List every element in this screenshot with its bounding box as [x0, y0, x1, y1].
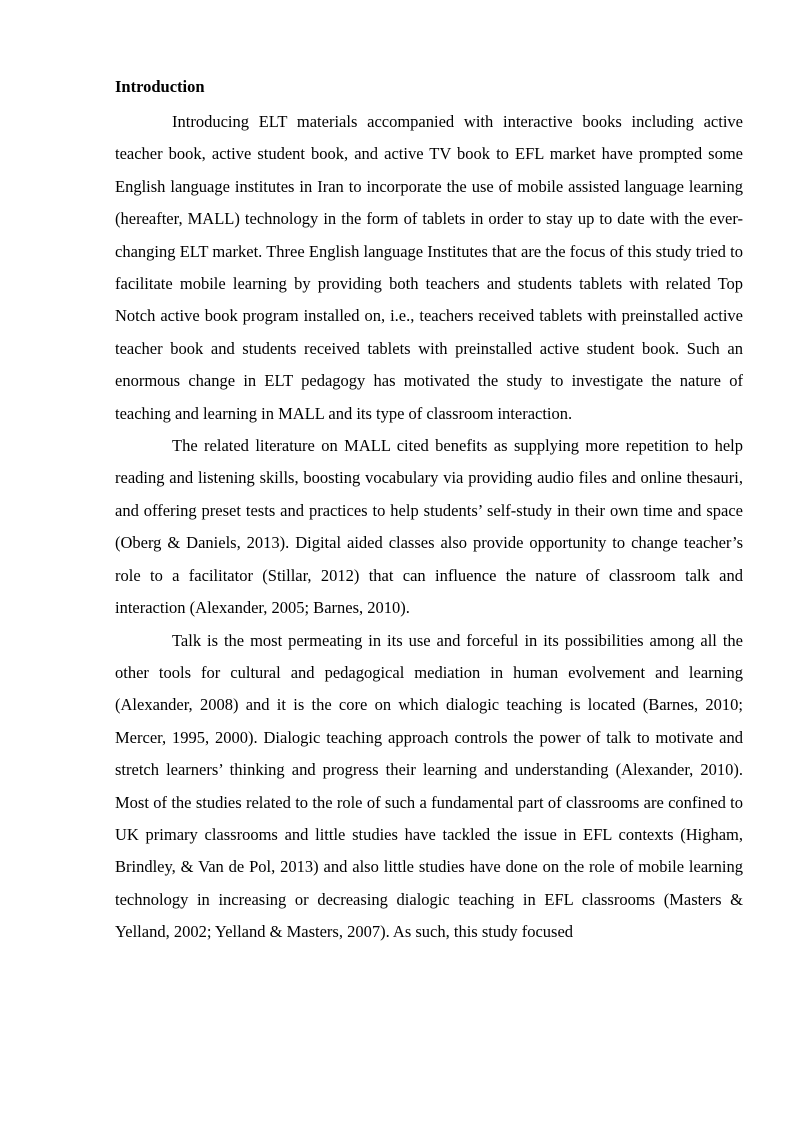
paragraph-3: Talk is the most permeating in its use and forceful in its possibilities among all the other tools for cultural and pedagogical mediation in human evolvement and learning (Alexander, 2008) and it is the core on which dialogic teaching is located (Barnes, 2010; Mercer, 1995, 2000). Dialogic teaching approach controls the power of talk to motivate and stretch learners’ thinking and progress their learning and understanding (Alexander, 2010). Most of the studies related to the role of such a fundamental part of classrooms are confined to UK primary classrooms and little studies have tackled the issue in EFL contexts (Higham, Brindley, & Van de Pol, 2013) and also little studies have done on the role of mobile learning technology in increasing or decreasing dialogic teaching in EFL classrooms (Masters & Yelland, 2002; Yelland & Masters, 2007). As such, this study focused	[115, 630, 743, 942]
paragraph-1: Introducing ELT materials accompanied with interactive books including active teacher book, active student book, and active TV book to EFL market have prompted some English language institutes in Iran to incorporate the use of mobile assisted language learning (hereafter, MALL) technology in the form of tablets in order to stay up to date with the ever-changing ELT market. Three English language Institutes that are the focus of this study tried to facilitate mobile learning by providing both teachers and students tablets with related Top Notch active book program installed on, i.e., teachers received tablets with preinstalled active teacher book and students received tablets with preinstalled active student book. Such an enormous change in ELT pedagogy has motivated the study to investigate the nature of teaching and learning in MALL and its type of classroom interaction.	[115, 112, 743, 423]
section-heading: Introduction	[115, 77, 205, 96]
document-page	[115, 75, 743, 949]
paragraph-2: The related literature on MALL cited benefits as supplying more repetition to help reading and listening skills, boosting vocabulary via providing audio files and online thesauri, and offering preset tests and practices to help students’ self-study in their own time and space (Oberg & Daniels, 2013). Digital aided classes also provide opportunity to change teacher’s role to a facilitator (Stillar, 2012) that can influence the nature of classroom talk and interaction (Alexander, 2005; Barnes, 2010).	[115, 436, 743, 618]
